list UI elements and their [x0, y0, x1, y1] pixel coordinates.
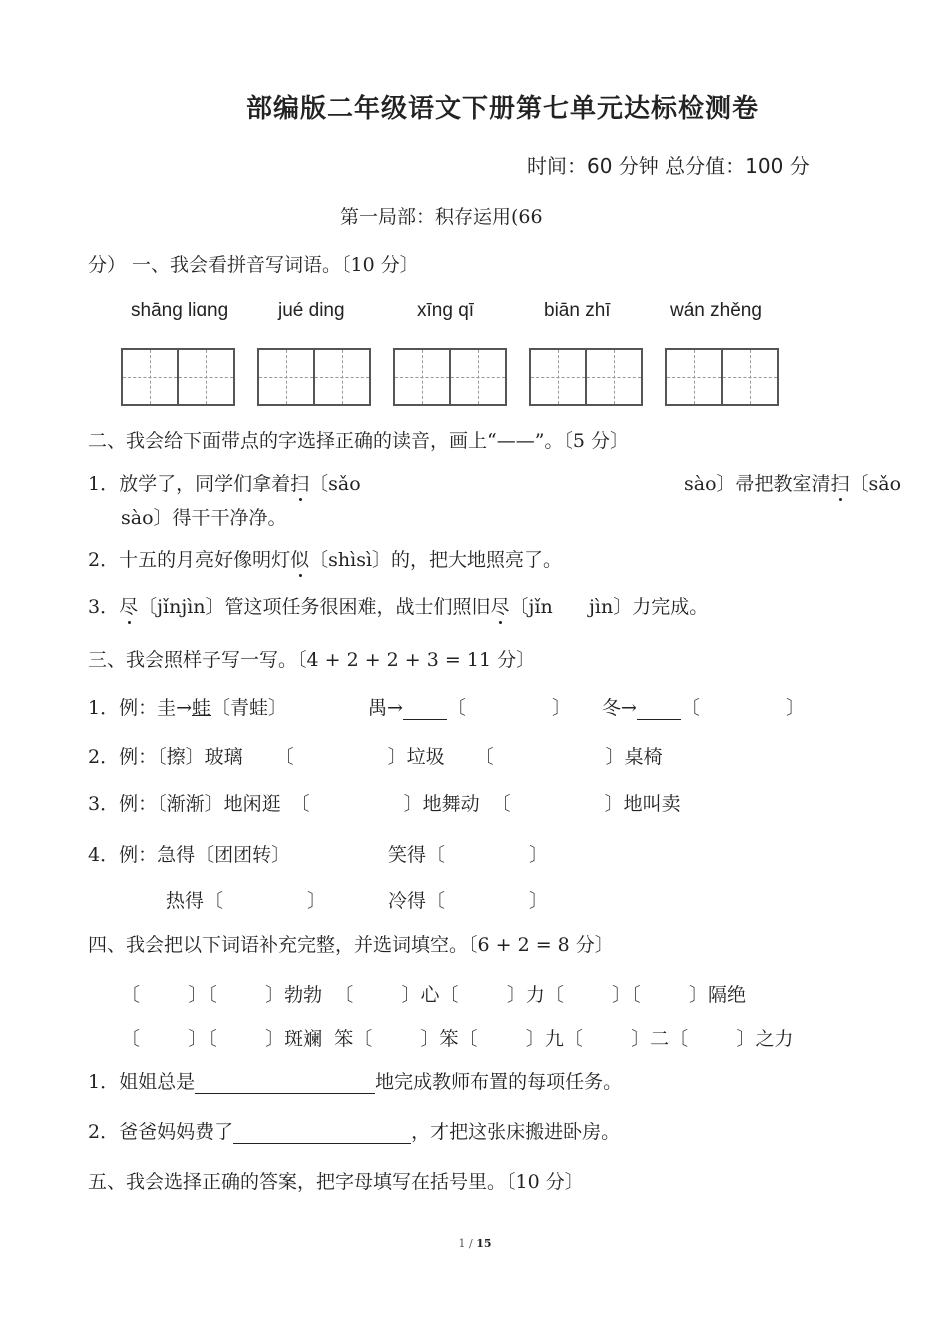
q4-sentence-2[interactable]: 2．爸爸妈妈费了 ，才把这张床搬进卧房。 — [88, 1121, 621, 1143]
q3-row-4-blank-c[interactable]: 冷得〔 〕 — [388, 890, 549, 912]
writing-grid[interactable] — [257, 348, 371, 406]
q2-item-1: 1．放学了，同学们拿着扫〔sǎo — [88, 473, 361, 495]
q3-row-4-blank-b[interactable]: 热得〔 〕 — [166, 890, 327, 912]
q3-row-1-blank-a[interactable]: 禺→ 〔 〕 — [368, 697, 571, 719]
section-two-heading: 二、我会给下面带点的字选择正确的读音，画上“——”。〔5 分〕 — [88, 430, 630, 452]
q2-item-1-cont: sào〕帚把教室清扫〔sǎo — [684, 473, 902, 495]
section-one-heading: 分） 一、我会看拼音写词语。〔10 分〕 — [88, 254, 419, 276]
q4-sentence-1[interactable]: 1．姐姐总是 地完成教师布置的每项任务。 — [88, 1071, 623, 1093]
q4-words-row-1[interactable]: 〔 〕〔 〕勃勃 〔 〕心〔 〕力〔 〕〔 〕隔绝 — [121, 984, 746, 1006]
q3-row-3[interactable]: 3．例：〔渐渐〕地闲逛 〔 〕地舞动 〔 〕地叫卖 — [88, 793, 681, 815]
q3-row-4: 4．例：急得〔团团转〕 — [88, 844, 291, 866]
q4-words-row-2[interactable]: 〔 〕〔 〕斑斓 笨〔 〕笨〔 〕九〔 〕二〔 〕之力 — [121, 1028, 794, 1050]
writing-grid[interactable] — [665, 348, 779, 406]
section-four-heading: 四、我会把以下词语补充完整，并选词填空。〔6 + 2 = 8 分〕 — [88, 934, 614, 956]
page-number: 1 / 15 — [458, 1237, 492, 1250]
page-title: 部编版二年级语文下册第七单元达标检测卷 — [245, 94, 759, 124]
writing-grid[interactable] — [121, 348, 235, 406]
q3-row-2[interactable]: 2．例：〔擦〕玻璃 〔 〕垃圾 〔 〕桌椅 — [88, 746, 663, 768]
writing-grid[interactable] — [393, 348, 507, 406]
writing-grid[interactable] — [529, 348, 643, 406]
q2-item-1-end: sào〕得干干净净。 — [121, 507, 287, 529]
q2-item-3: 3．尽〔jǐnjìn〕管这项任务很困难，战士们照旧尽〔jǐn jìn〕力完成。 — [88, 596, 709, 618]
pinyin-1: shāng liɑng — [131, 300, 229, 321]
pinyin-3: xīng qī — [417, 300, 475, 321]
q3-row-1-blank-b[interactable]: 冬→ 〔 〕 — [602, 697, 805, 719]
part-one-heading: 第一局部：积存运用(66 — [340, 206, 543, 228]
pinyin-5: wán zhěng — [670, 300, 762, 321]
q3-row-1: 1．例：圭→蛙〔青蛙〕 — [88, 697, 288, 719]
q2-item-2: 2．十五的月亮好像明灯似〔shìsì〕的，把大地照亮了。 — [88, 549, 563, 571]
section-three-heading: 三、我会照样子写一写。〔4 + 2 + 2 + 3 = 11 分〕 — [88, 649, 536, 671]
pinyin-2: jué ding — [278, 300, 345, 321]
section-five-heading: 五、我会选择正确的答案，把字母填写在括号里。〔10 分〕 — [88, 1171, 584, 1193]
q3-row-4-blank-a[interactable]: 笑得〔 〕 — [388, 844, 549, 866]
pinyin-4: biān zhī — [544, 300, 611, 321]
time-score-line: 时间：60 分钟 总分值：100 分 — [527, 154, 810, 178]
